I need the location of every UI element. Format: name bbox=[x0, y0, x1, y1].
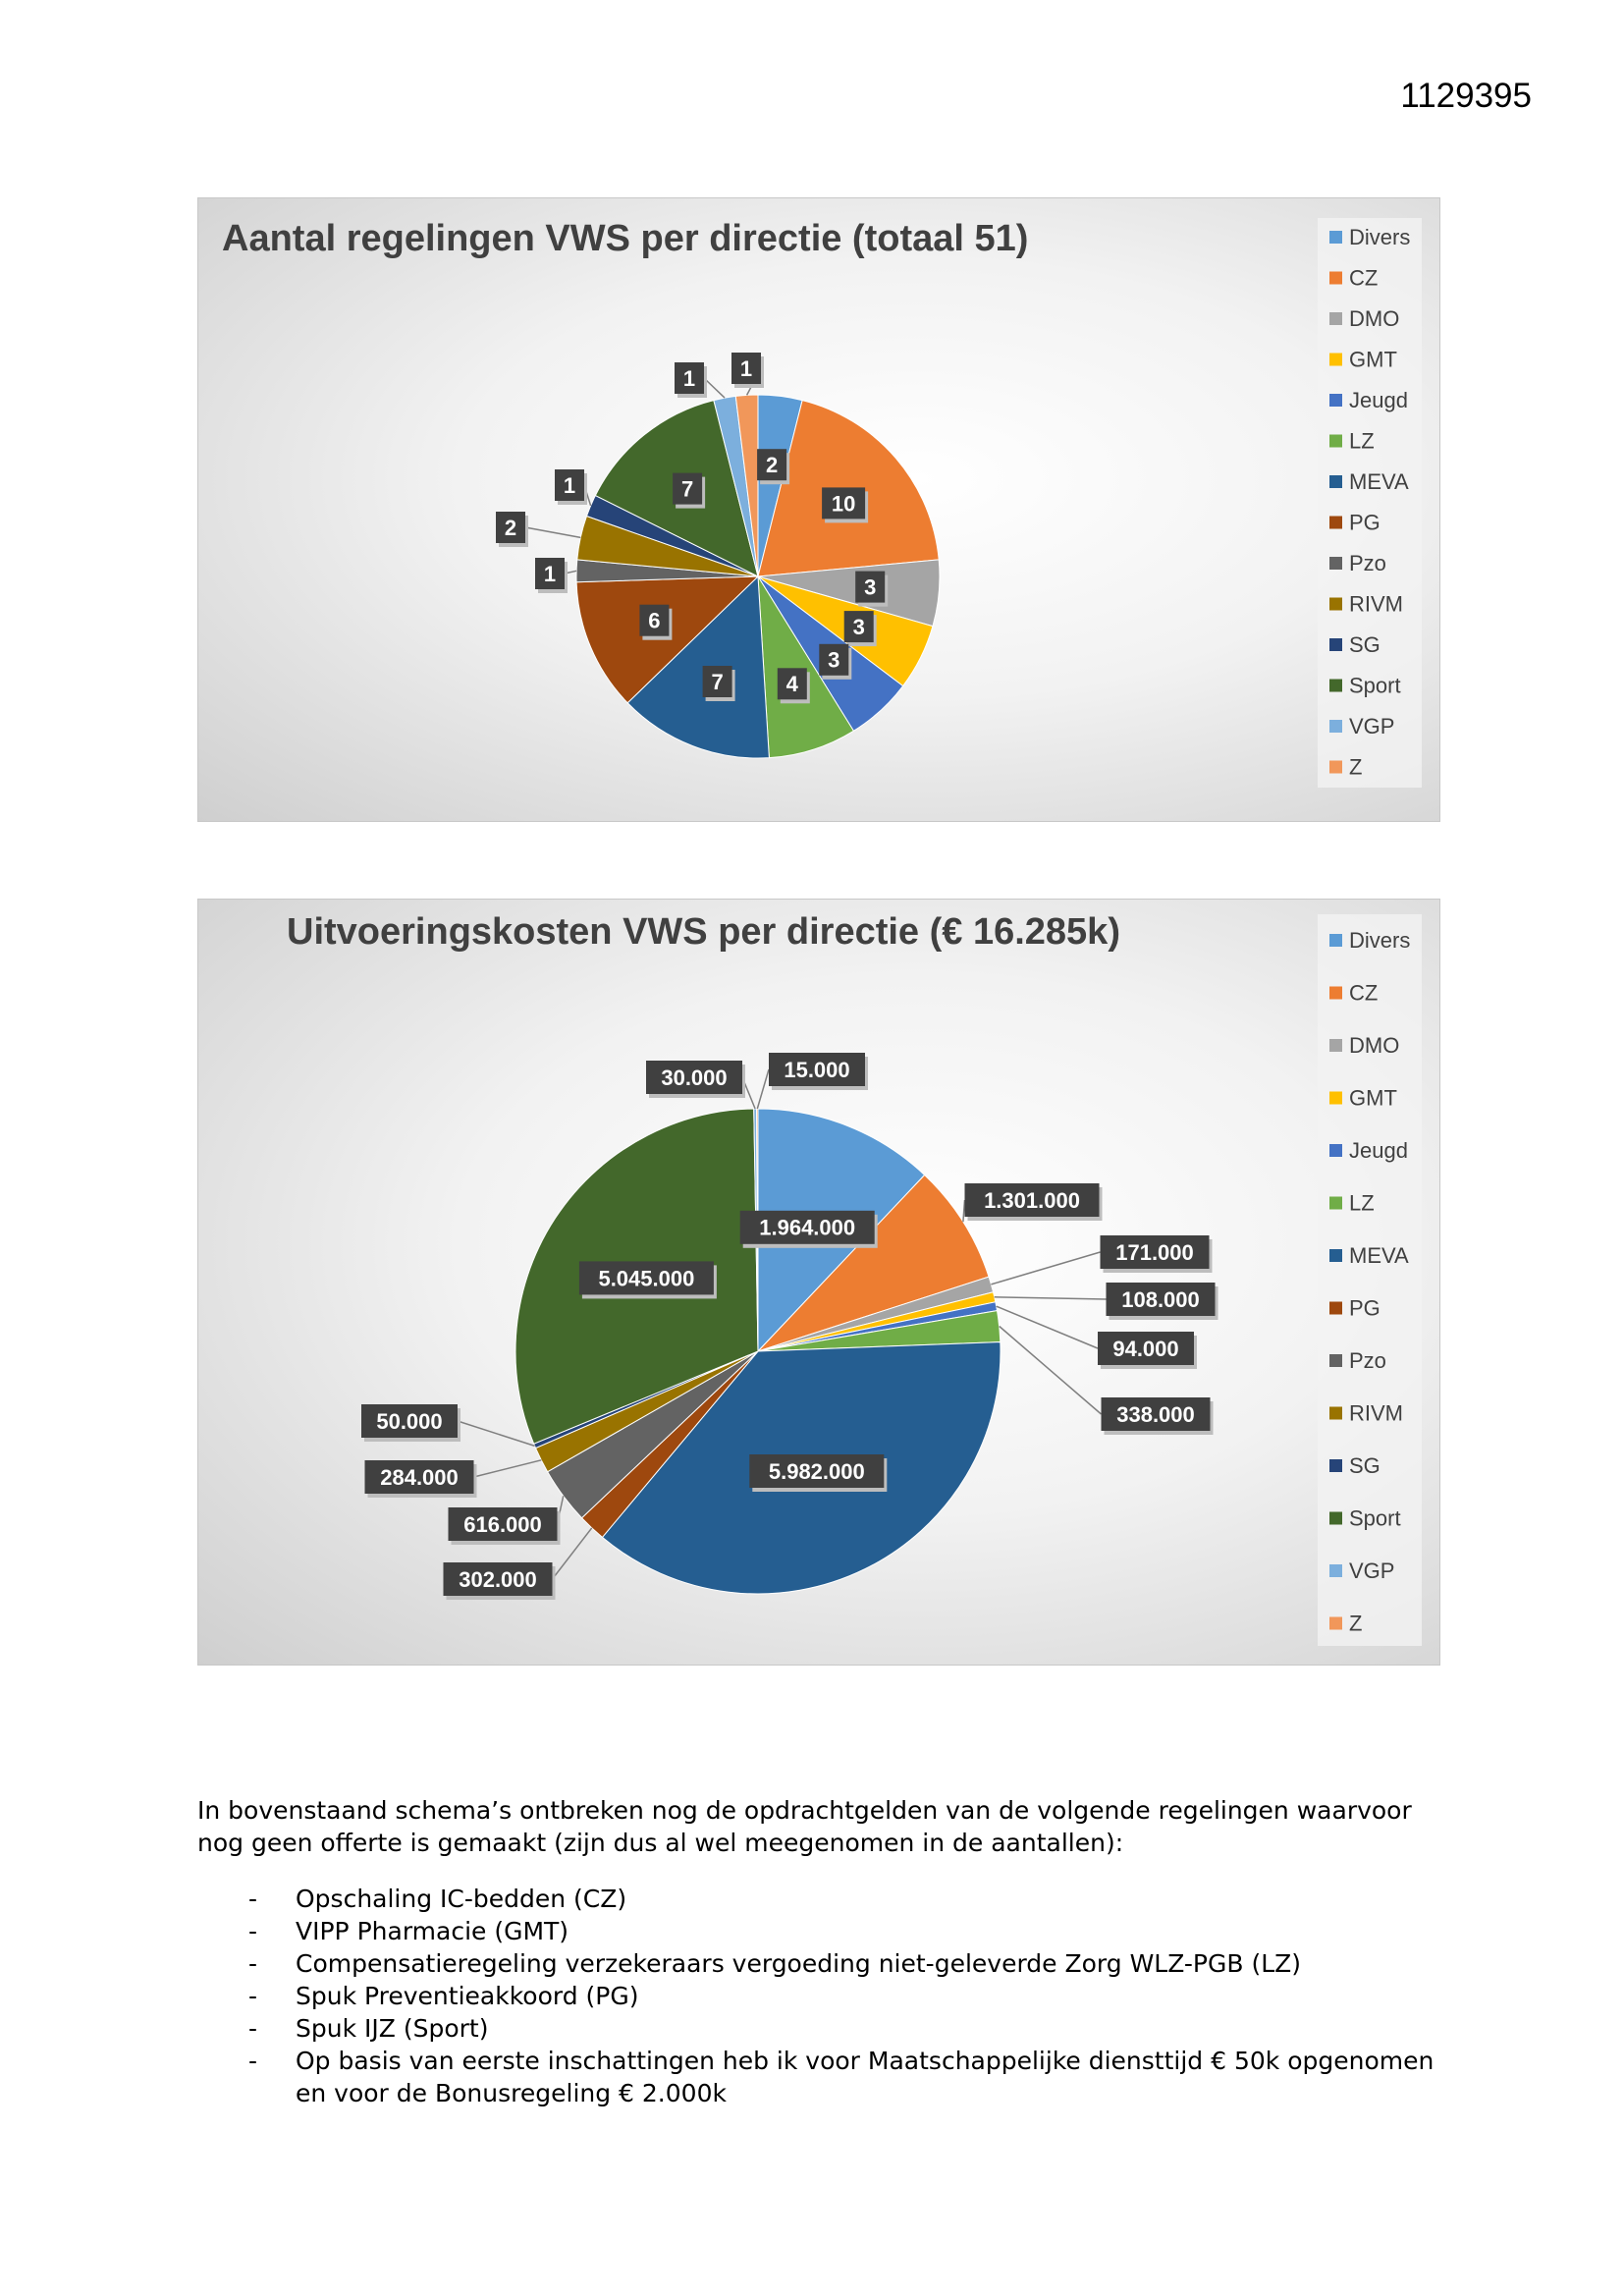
note-list-item bbox=[197, 1947, 1444, 1980]
data-label-lz: 4 bbox=[785, 672, 798, 697]
legend-swatch-sport bbox=[1329, 1512, 1342, 1525]
note-intro: In bovenstaand schema’s ontbreken nog de opdrachtgelden van de volgende regelingen waarvoor nog geen offerte is gemaakt (zijn dus al wel meegenomen in de aantallen): bbox=[197, 1796, 1412, 1857]
legend-label-pg: PG bbox=[1349, 1295, 1380, 1321]
data-label-sg: 1 bbox=[563, 472, 576, 498]
legend-swatch-cz bbox=[1329, 987, 1342, 1000]
legend-swatch-pzo bbox=[1329, 557, 1342, 570]
legend-label-sport: Sport bbox=[1349, 673, 1401, 698]
note-list-item bbox=[197, 2045, 1444, 2109]
legend-background bbox=[1318, 914, 1422, 1646]
legend-swatch-gmt bbox=[1329, 1092, 1342, 1105]
legend-label-sg: SG bbox=[1349, 1453, 1380, 1478]
legend-label-jeugd: Jeugd bbox=[1349, 388, 1408, 412]
data-label-jeugd: 3 bbox=[828, 647, 840, 673]
legend-label-pg: PG bbox=[1349, 510, 1380, 535]
chart-costs-per-directie bbox=[197, 899, 1440, 1666]
legend-label-rivm: RIVM bbox=[1349, 1400, 1403, 1426]
pie-chart-costs bbox=[198, 900, 1439, 1665]
legend-swatch-vgp bbox=[1329, 1564, 1342, 1577]
pie-slices bbox=[515, 1109, 1001, 1594]
note-list-item bbox=[197, 2012, 1444, 2045]
note-section bbox=[197, 1794, 1444, 2109]
legend-label-dmo: DMO bbox=[1349, 306, 1400, 331]
legend-label-divers: Divers bbox=[1349, 928, 1411, 953]
data-label-cz: 10 bbox=[831, 491, 856, 517]
legend-label-sg: SG bbox=[1349, 632, 1380, 657]
leader-line bbox=[525, 527, 580, 537]
legend-label-dmo: DMO bbox=[1349, 1033, 1400, 1058]
legend-label-gmt: GMT bbox=[1349, 347, 1397, 372]
legend-label-divers: Divers bbox=[1349, 225, 1411, 249]
data-label-vgp: 30.000 bbox=[661, 1065, 728, 1090]
legend-swatch-dmo bbox=[1329, 312, 1342, 325]
legend-swatch-z bbox=[1329, 1617, 1342, 1630]
legend-label-jeugd: Jeugd bbox=[1349, 1138, 1408, 1163]
leader-line bbox=[474, 1460, 542, 1477]
data-label-cz: 1.301.000 bbox=[984, 1187, 1080, 1213]
legend-swatch-gmt bbox=[1329, 354, 1342, 366]
legend-label-meva: MEVA bbox=[1349, 469, 1409, 494]
legend-label-vgp: VGP bbox=[1349, 1558, 1395, 1583]
legend-swatch-pzo bbox=[1329, 1354, 1342, 1367]
legend-swatch-sg bbox=[1329, 638, 1342, 651]
legend-swatch-vgp bbox=[1329, 720, 1342, 733]
note-list-item bbox=[197, 1883, 1444, 1915]
legend-background bbox=[1318, 218, 1422, 788]
data-label-gmt: 108.000 bbox=[1121, 1286, 1200, 1312]
data-label-sport: 5.045.000 bbox=[598, 1266, 695, 1291]
legend-swatch-pg bbox=[1329, 1302, 1342, 1315]
data-label-pzo: 616.000 bbox=[463, 1511, 542, 1537]
data-label-pzo: 1 bbox=[543, 561, 557, 586]
list-dash: - bbox=[248, 1885, 258, 1913]
legend-label-lz: LZ bbox=[1349, 1190, 1375, 1216]
data-label-dmo: 171.000 bbox=[1115, 1239, 1194, 1265]
data-label-divers: 1.964.000 bbox=[759, 1215, 856, 1240]
leader-line bbox=[1000, 1327, 1102, 1415]
chart-title: Uitvoeringskosten VWS per directie (€ 16.285k) bbox=[287, 911, 1120, 953]
data-label-lz: 338.000 bbox=[1116, 1401, 1195, 1427]
legend-label-z: Z bbox=[1349, 754, 1363, 780]
data-label-rivm: 2 bbox=[504, 515, 517, 540]
data-label-sport: 7 bbox=[680, 476, 694, 502]
legend bbox=[1318, 218, 1422, 788]
data-label-divers: 2 bbox=[765, 453, 779, 478]
legend-label-cz: CZ bbox=[1349, 265, 1379, 291]
note-item-text: VIPP Pharmacie (GMT) bbox=[296, 1917, 569, 1945]
list-dash: - bbox=[248, 1982, 258, 2010]
legend-label-cz: CZ bbox=[1349, 980, 1379, 1006]
list-dash: - bbox=[248, 2014, 258, 2043]
note-item-text: Compensatieregeling verzekeraars vergoeding niet-geleverde Zorg WLZ-PGB (LZ) bbox=[296, 1949, 1302, 1978]
legend-swatch-sport bbox=[1329, 680, 1342, 692]
note-item-text: Op basis van eerste inschattingen heb ik voor Maatschappelijke diensttijd € 50k opgenomen en voor de Bonusregeling € 2.000k bbox=[296, 2047, 1435, 2107]
legend-label-lz: LZ bbox=[1349, 428, 1375, 454]
legend-label-meva: MEVA bbox=[1349, 1243, 1409, 1268]
list-dash: - bbox=[248, 1917, 258, 1945]
data-label-pg: 6 bbox=[648, 608, 661, 633]
data-label-jeugd: 94.000 bbox=[1112, 1336, 1179, 1361]
legend-swatch-pg bbox=[1329, 517, 1342, 529]
leader-line bbox=[458, 1421, 535, 1446]
legend-swatch-jeugd bbox=[1329, 394, 1342, 407]
legend-swatch-dmo bbox=[1329, 1039, 1342, 1052]
leader-line bbox=[704, 378, 725, 398]
note-list-item bbox=[197, 1980, 1444, 2012]
legend-swatch-cz bbox=[1329, 272, 1342, 285]
legend-swatch-divers bbox=[1329, 231, 1342, 244]
legend-label-gmt: GMT bbox=[1349, 1085, 1397, 1111]
document-number: 1129395 bbox=[1400, 77, 1532, 115]
list-dash: - bbox=[248, 1949, 258, 1978]
chart-title: Aantal regelingen VWS per directie (totaal 51) bbox=[222, 218, 1029, 259]
note-item-text: Opschaling IC-bedden (CZ) bbox=[296, 1885, 627, 1913]
data-label-vgp: 1 bbox=[682, 365, 696, 391]
legend-label-sport: Sport bbox=[1349, 1505, 1401, 1531]
legend-swatch-divers bbox=[1329, 934, 1342, 947]
data-label-dmo: 3 bbox=[864, 574, 877, 600]
note-list bbox=[197, 1883, 1444, 2109]
legend-swatch-lz bbox=[1329, 1197, 1342, 1210]
legend-label-pzo: Pzo bbox=[1349, 551, 1386, 575]
data-label-z: 1 bbox=[739, 355, 753, 381]
leader-line bbox=[995, 1297, 1107, 1299]
data-label-gmt: 3 bbox=[852, 615, 865, 639]
leader-line bbox=[991, 1252, 1100, 1285]
leader-line bbox=[757, 1069, 769, 1109]
legend bbox=[1318, 914, 1422, 1646]
data-label-pg: 302.000 bbox=[459, 1566, 537, 1592]
leader-line bbox=[997, 1306, 1098, 1348]
data-label-z: 15.000 bbox=[784, 1057, 850, 1082]
data-label-meva: 5.982.000 bbox=[768, 1458, 865, 1484]
legend-swatch-z bbox=[1329, 761, 1342, 774]
legend-label-rivm: RIVM bbox=[1349, 591, 1403, 617]
legend-swatch-meva bbox=[1329, 1249, 1342, 1262]
data-label-meva: 7 bbox=[711, 669, 724, 694]
list-dash: - bbox=[248, 2047, 258, 2075]
data-label-rivm: 284.000 bbox=[380, 1464, 459, 1490]
legend-label-pzo: Pzo bbox=[1349, 1348, 1386, 1373]
pie-chart-count bbox=[198, 198, 1439, 821]
legend-swatch-rivm bbox=[1329, 598, 1342, 611]
legend-swatch-jeugd bbox=[1329, 1144, 1342, 1157]
legend-swatch-meva bbox=[1329, 475, 1342, 488]
legend-label-z: Z bbox=[1349, 1611, 1363, 1636]
data-label-sg: 50.000 bbox=[376, 1408, 443, 1434]
note-item-text: Spuk Preventieakkoord (PG) bbox=[296, 1982, 639, 2010]
chart-count-per-directie bbox=[197, 197, 1440, 822]
legend-swatch-lz bbox=[1329, 435, 1342, 448]
legend-swatch-sg bbox=[1329, 1459, 1342, 1472]
leader-line bbox=[963, 1200, 965, 1222]
legend-swatch-rivm bbox=[1329, 1407, 1342, 1420]
note-item-text: Spuk IJZ (Sport) bbox=[296, 2014, 489, 2043]
note-list-item bbox=[197, 1915, 1444, 1947]
legend-label-vgp: VGP bbox=[1349, 714, 1395, 738]
